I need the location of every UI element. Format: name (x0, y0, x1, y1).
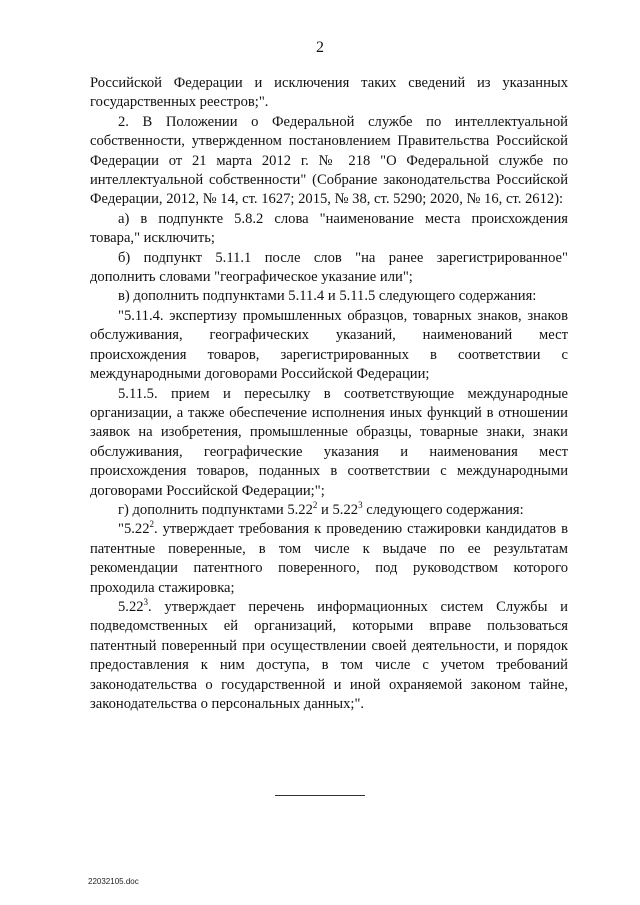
paragraph-subitem-g (90, 501, 568, 520)
superscript: 3 (143, 597, 149, 608)
superscript: 3 (358, 500, 363, 511)
superscript: 2 (312, 500, 318, 511)
paragraph-continuation: Российской Федерации и исключения таких сведений из указанных государственных реестров;". (90, 75, 568, 111)
document-body (90, 74, 568, 714)
item-text: . утверждает перечень информационных систем Службы и подведомственных ей организаций, которыми вправе пользоваться патентный поверенный при осуществлении своей деятельности, и порядок предоставления к ним доступа, в том числе с учетом требований законодательства о государственной и иной охраняемой законом тайне, законодательства о персональных данных;". (90, 598, 568, 712)
separator-line (275, 795, 365, 796)
paragraph-5-22-2 (90, 520, 568, 598)
paragraph-5-11-4: "5.11.4. экспертизу промышленных образцов, товарных знаков, знаков обслуживания, географических указаний, наименований мест происхождения товаров, зарегистрированных в соответствии с международными договорами Российской Федерации; (90, 307, 568, 383)
superscript: 2 (149, 519, 154, 530)
footer-filename: 22032105.doc (88, 877, 139, 886)
paragraph-subitem-v: в) дополнить подпунктами 5.11.4 и 5.11.5 следующего содержания: (118, 288, 537, 305)
subitem-g-text-2: и 5.22 (317, 501, 359, 518)
paragraph-5-11-5: 5.11.5. прием и пересылку в соответствующие международные организации, а также обеспечение исполнения иных функций в отношении заявок на изобретения, промышленные образцы, товарные знаки, знаки обслуживания, географические указания и наименования мест происхождения товаров, поданных в соответствии с международными договорами Российской Федерации;"; (90, 385, 568, 499)
item-text: . утверждает требования к проведению стажировки кандидатов в патентные поверенные, в том числе к выдаче по ее результатам рекомендации патентного поверенного, под руководством которого проходила стажировка; (90, 521, 568, 596)
paragraph-item-2: 2. В Положении о Федеральной службе по интеллектуальной собственности, утвержденном постановлением Правительства Российской Федерации от 21 марта 2012 г. № 218 "О Федеральной службе по интеллектуальной собственности" (Собрание законодательства Российской Федерации, 2012, № 14, ст. 1627; 2015, № 38, ст. 5290; 2020, № 16, ст. 2612): (90, 113, 568, 208)
subitem-g-text-1: г) дополнить подпунктами 5.22 (118, 501, 313, 518)
item-number: 5.22 (118, 598, 144, 615)
subitem-g-text-3: следующего содержания: (362, 501, 524, 518)
page-number: 2 (316, 39, 324, 56)
paragraph-5-22-3 (90, 598, 568, 714)
paragraph-subitem-b: б) подпункт 5.11.1 после слов "на ранее зарегистрированное" дополнить словами "географическое указание или"; (90, 249, 568, 286)
paragraph-subitem-a: а) в подпункте 5.8.2 слова "наименование места происхождения товара," исключить; (90, 210, 568, 247)
item-number: "5.22 (118, 521, 150, 538)
